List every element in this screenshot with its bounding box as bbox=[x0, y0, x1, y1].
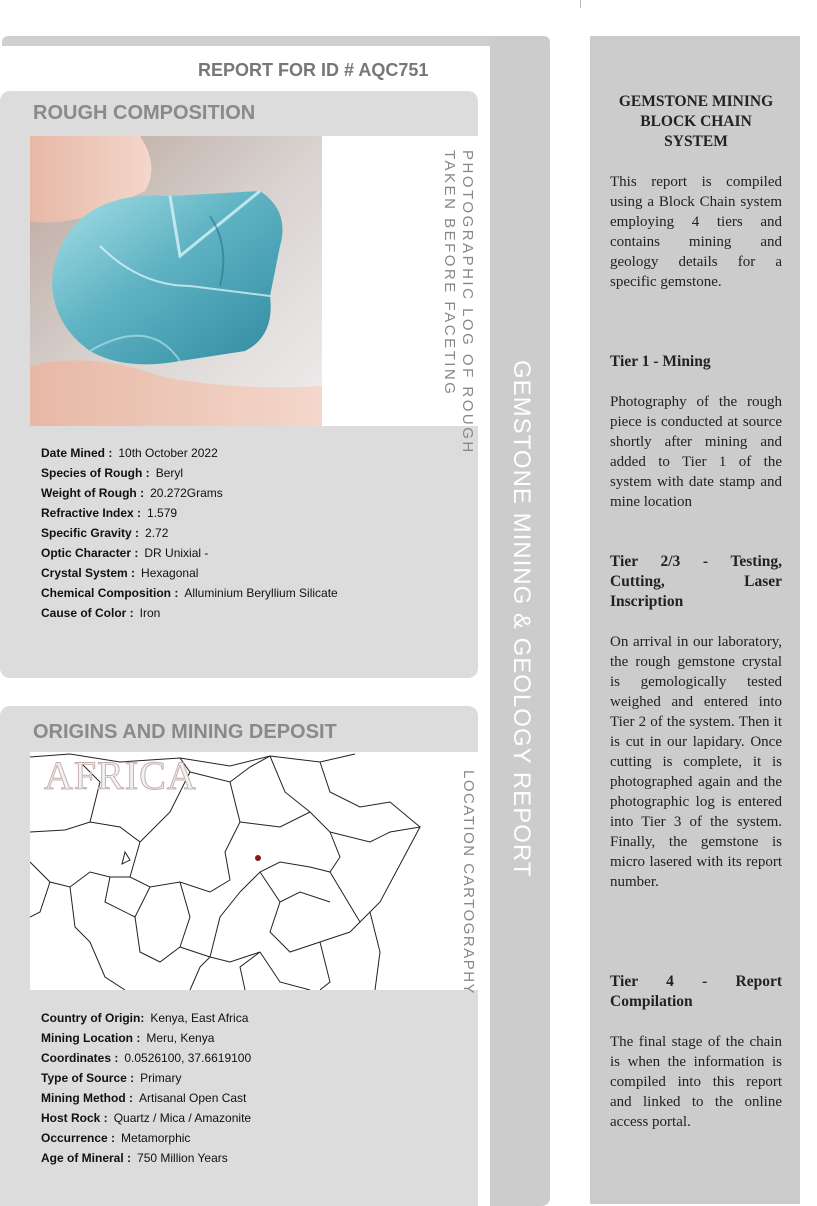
origins-title: ORIGINS AND MINING DEPOSIT bbox=[33, 721, 337, 743]
fact-row: Optic Character : DR Unixial - bbox=[41, 546, 209, 560]
fact-row: Crystal System : Hexagonal bbox=[41, 566, 199, 580]
fact-row: Weight of Rough : 20.272Grams bbox=[41, 486, 223, 500]
origin-facts-list bbox=[41, 1008, 251, 1168]
fact-row: Date Mined : 10th October 2022 bbox=[41, 446, 218, 460]
location-cartography-caption: LOCATION CARTOGRAPHY bbox=[460, 770, 477, 996]
photo-log-caption bbox=[440, 150, 476, 455]
rough-composition-title: ROUGH COMPOSITION bbox=[33, 102, 256, 124]
fact-row: Mining Method : Artisanal Open Cast bbox=[41, 1091, 247, 1105]
fact-row: Type of Source : Primary bbox=[41, 1071, 182, 1085]
fact-row: Refractive Index : 1.579 bbox=[41, 506, 178, 520]
tier4-text: The final stage of the chain is when the information is compiled into this report and linked to the online access portal. bbox=[610, 1034, 782, 1130]
blockchain-intro: This report is compiled using a Block Chain system employing 4 tiers and contains mining and geology details for a specific gemstone. bbox=[610, 174, 782, 290]
fact-row: Chemical Composition : Alluminium Beryllium Silicate bbox=[41, 586, 338, 600]
fact-row: Mining Location : Meru, Kenya bbox=[41, 1031, 215, 1045]
tier4-heading: Tier 4 - Report Compilation bbox=[610, 973, 782, 1010]
report-vertical-title: GEMSTONE MINING & GEOLOGY REPORT bbox=[508, 360, 535, 878]
rough-facts-list bbox=[41, 443, 338, 623]
tier23-text: On arrival in our laboratory, the rough gemstone crystal is gemologically tested weighed and entered into Tier 2 of the system. Then it is cut in our lapidary. Once cutting is complete, it is photographed again and the photographic log is entered into Tier 3 of the system. Finally, the gemstone is micro lasered with its report number. bbox=[610, 634, 782, 890]
fact-row: Cause of Color : Iron bbox=[41, 606, 161, 620]
fact-row: Age of Mineral : 750 Million Years bbox=[41, 1151, 228, 1165]
blockchain-title: GEMSTONE MINING BLOCK CHAIN SYSTEM bbox=[618, 93, 774, 150]
report-id-heading: REPORT FOR ID # AQC751 bbox=[198, 60, 429, 80]
photo-log-caption-line2: TAKEN BEFORE FACETING bbox=[441, 150, 458, 397]
fact-row: Specific Gravity : 2.72 bbox=[41, 526, 169, 540]
top-tick bbox=[580, 0, 581, 8]
fact-row: Species of Rough : Beryl bbox=[41, 466, 184, 480]
tier23-heading: Tier 2/3 - Testing, Cutting, Laser Inscription bbox=[610, 553, 782, 610]
fact-row: Coordinates : 0.0526100, 37.6619100 bbox=[41, 1051, 252, 1065]
rough-gem-photo bbox=[30, 136, 322, 426]
top-frame-bar bbox=[2, 36, 550, 46]
map-continent-label: AFRICA bbox=[44, 753, 197, 798]
tier1-text: Photography of the rough piece is conducted at source shortly after mining and added to Tier 1 of the system with date stamp and mine location bbox=[610, 394, 782, 510]
tier1-heading: Tier 1 - Mining bbox=[610, 353, 711, 370]
fact-row: Host Rock : Quartz / Mica / Amazonite bbox=[41, 1111, 252, 1125]
fact-row: Country of Origin: Kenya, East Africa bbox=[41, 1011, 249, 1025]
fact-row: Occurrence : Metamorphic bbox=[41, 1131, 191, 1145]
photo-log-caption-line1: PHOTOGRAPHIC LOG OF ROUGH bbox=[459, 150, 476, 455]
